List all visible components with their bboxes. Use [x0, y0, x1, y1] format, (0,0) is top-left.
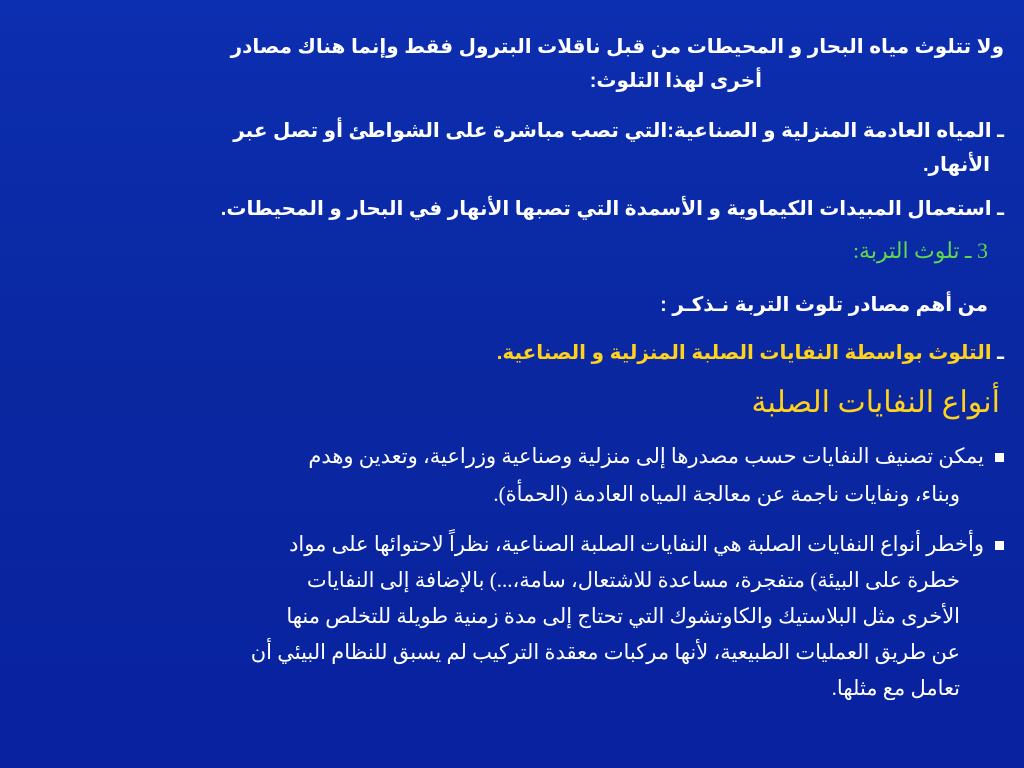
industrial-waste-para-line-3: الأخرى مثل البلاستيك والكاوتشوك التي تحتاج إلى مدة زمنية طويلة للتخلص منها	[286, 604, 960, 628]
industrial-waste-para-line-4: عن طريق العمليات الطبيعية، لأنها مركبات معقدة التركيب لم يسبق للنظام البيئي أن	[250, 640, 960, 664]
bullet-square-icon	[995, 453, 1004, 462]
soil-pollution-heading: 3 ـ تلوث التربة:	[852, 238, 988, 263]
soil-source-dash: ـ	[997, 342, 1004, 364]
industrial-waste-para-line-1: وأخطر أنواع النفايات الصلبة هي النفايات الصلبة الصناعية، نظراً لاحتوائها على مواد	[289, 532, 984, 556]
wastewater-line-1: ـ المياه العادمة المنزلية و الصناعية:التي تصب مباشرة على الشواطئ أو تصل عبر	[233, 120, 1004, 142]
classification-para-line-1: يمكن تصنيف النفايات حسب مصدرها إلى منزلية وصناعية وزراعية، وتعدين وهدم	[308, 444, 984, 468]
wastewater-line-2: الأنهار.	[922, 154, 990, 176]
solid-waste-heading: أنواع النفايات الصلبة	[751, 386, 1000, 419]
sea-pollution-line-2: أخرى لهذا التلوث:	[589, 70, 762, 92]
bullet-square-icon	[995, 541, 1004, 550]
soil-sources-intro: من أهم مصادر تلوث التربة نـذكـر :	[660, 294, 988, 316]
soil-source-text: التلوث بواسطة النفايات الصلبة المنزلية و الصناعية.	[496, 342, 992, 364]
industrial-waste-para-line-2: خطرة على البيئة) متفجرة، مساعدة للاشتعال، سامة،...) بالإضافة إلى النفايات	[306, 568, 960, 592]
classification-para-line-2: وبناء، ونفايات ناجمة عن معالجة المياه العادمة (الحمأة).	[493, 482, 960, 506]
pesticides-line: ـ استعمال المبيدات الكيماوية و الأسمدة التي تصبها الأنهار في البحار و المحيطات.	[220, 198, 1004, 220]
soil-source-item	[20, 340, 1004, 365]
industrial-waste-para-line-5: تعامل مع مثلها.	[831, 676, 960, 700]
sea-pollution-line-1: ولا تتلوث مياه البحار و المحيطات من قبل ناقلات البترول فقط وإنما هناك مصادر	[230, 36, 1004, 58]
